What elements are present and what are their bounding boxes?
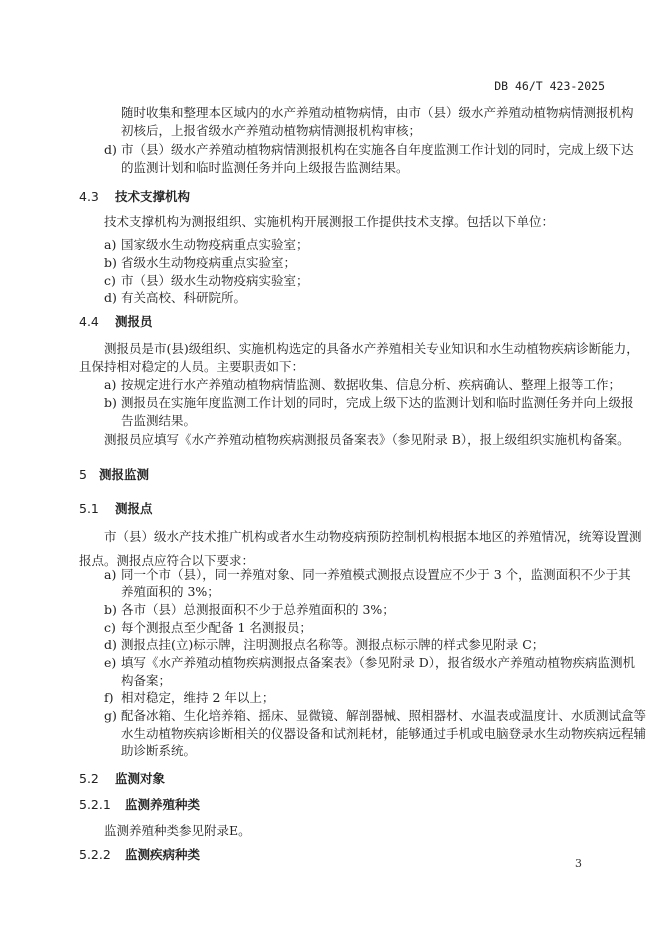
text-line: 且保持相对稳定的人员。主要职责如下： xyxy=(79,359,305,374)
text-line: 构备案； xyxy=(121,673,172,688)
list-item-b: b) 省级水生动物疫病重点实验室； xyxy=(104,255,297,270)
list-item-d: d) 测报点挂(立)标示牌，注明测报点名称等。测报点标示牌的样式参见附录 C； xyxy=(104,637,545,652)
text-line: 告监测结果。 xyxy=(121,413,197,428)
text-line: 随时收集和整理本区域内的水产养殖动植物病情，由市（县）级水产养殖动植物病情测报机构 xyxy=(121,105,634,120)
list-item-b: b) 测报员在实施年度监测工作计划的同时，完成上级下达的监测计划和临时监测任务并向上级报 xyxy=(104,395,634,410)
list-item-e: e) 填写《水产养殖动植物疾病测报点备案表》（参见附录 D），报省级水产养殖动植物疾病监测机 xyxy=(104,655,635,670)
section-heading-5-2: 5.2 监测对象 xyxy=(79,771,166,786)
paragraph: 测报员应填写《水产养殖动植物疾病测报员备案表》（参见附录 B），报上级组织实施机构备案。 xyxy=(104,432,630,447)
list-item-c: c) 每个测报点至少配备 1 名测报员； xyxy=(104,620,312,635)
text-line: 养殖面积的 3%； xyxy=(121,584,220,599)
text-line: 水生动植物疾病诊断相关的仪器设备和试剂耗材，能够通过手机或电脑登录水生动物疾病远程辅 xyxy=(121,726,647,741)
list-item-d xyxy=(104,141,634,158)
paragraph: 市（县）级水产技术推广机构或者水生动物疫病预防控制机构根据本地区的养殖情况，统筹设置测 xyxy=(104,529,642,544)
list-item-c: c) 市（县）级水生动物疫病实验室； xyxy=(104,273,309,288)
list-item-g: g) 配备冰箱、生化培养箱、摇床、显微镜、解剖器械、照相器材、水温表或温度计、水质测试盒等 xyxy=(104,708,647,723)
list-item-d: d) 有关高校、科研院所。 xyxy=(104,290,247,305)
list-item-a: a) 国家级水生动物疫病重点实验室； xyxy=(104,237,309,252)
list-text: 市（县）级水产养殖动植物病情测报机构在实施各自年度监测工作计划的同时，完成上级下达 xyxy=(121,142,634,157)
text-line: 初核后，上报省级水产养殖动植物病情测报机构审核； xyxy=(121,123,422,138)
document-code: DB 46/T 423-2025 xyxy=(494,79,605,93)
section-heading-5-2-1: 5.2.1 监测养殖种类 xyxy=(79,797,201,812)
list-item-a: a) 同一个市（县），同一养殖对象、同一养殖模式测报点设置应不少于 3 个，监测面积不少于其 xyxy=(104,567,631,582)
section-heading-5-1: 5.1 测报点 xyxy=(79,501,153,516)
paragraph: 测报员是市(县)级组织、实施机构选定的具备水产养殖相关专业知识和水生动植物疾病诊断能力， xyxy=(104,341,639,356)
page-number: 3 xyxy=(575,857,582,870)
paragraph: 技术支撑机构为测报组织、实施机构开展测报工作提供技术支撑。包括以下单位： xyxy=(104,214,555,229)
section-heading-4-4: 4.4 测报员 xyxy=(79,314,153,329)
section-heading-5-2-2: 5.2.2 监测疾病种类 xyxy=(79,847,201,862)
list-item-f: f) 相对稳定，维持 2 年以上； xyxy=(104,690,275,705)
list-marker: d) xyxy=(104,142,117,157)
text-line: 的监测计划和临时监测任务并向上级报告监测结果。 xyxy=(121,160,409,175)
list-item-a: a) 按规定进行水产养殖动植物病情监测、数据收集、信息分析、疾病确认、整理上报等工作； xyxy=(104,377,622,392)
text-line: 助诊断系统。 xyxy=(121,743,197,758)
list-item-b: b) 各市（县）总测报面积不少于总养殖面积的 3%； xyxy=(104,602,395,617)
text-line: 报点。测报点应符合以下要求： xyxy=(79,553,255,568)
paragraph: 监测养殖种类参见附录E。 xyxy=(104,823,251,838)
section-heading-4-3: 4.3 技术支撑机构 xyxy=(79,189,191,204)
section-heading-5: 5 测报监测 xyxy=(79,467,150,482)
